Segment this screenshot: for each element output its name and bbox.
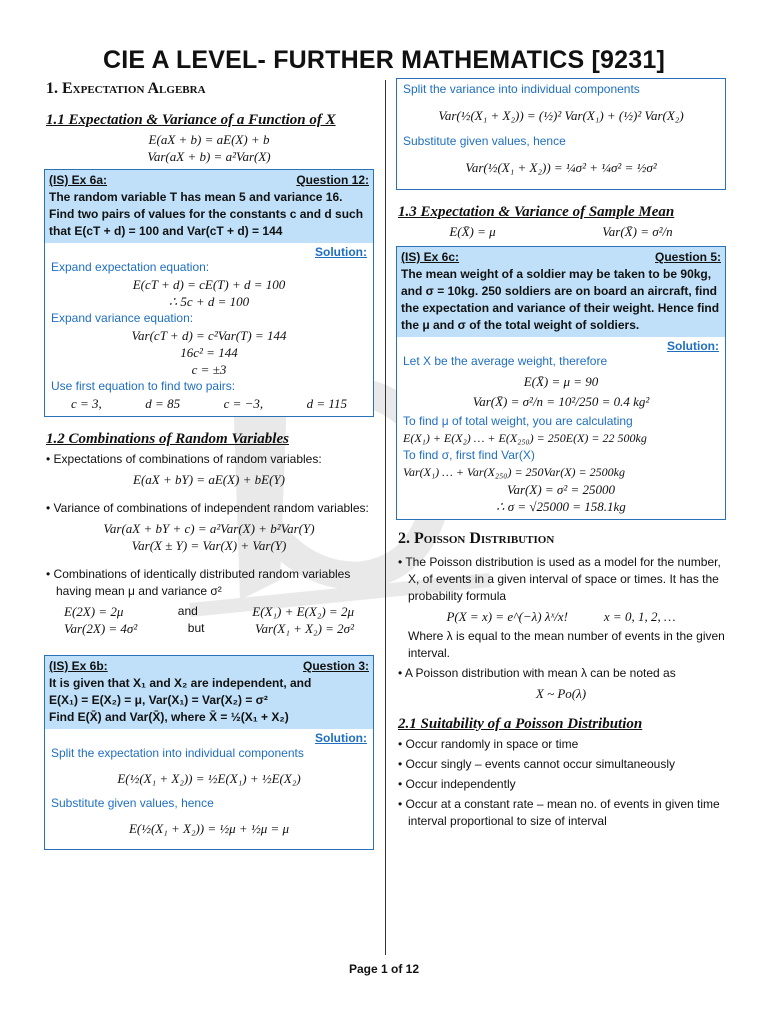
- formula: E(cT + d) = cE(T) + d = 100: [132, 277, 286, 292]
- bullet-text: • Expectations of combinations of random variables:: [46, 452, 322, 466]
- step-text: Substitute given values, hence: [51, 796, 214, 810]
- bullet-text: • A Poisson distribution with mean λ can be noted as: [398, 666, 676, 680]
- formula: Var(X) = σ² = 25000: [506, 482, 615, 497]
- formula: Var(aX + bY + c) = a²Var(X) + b²Var(Y): [103, 521, 315, 536]
- formula: ∴ σ = √25000 = 158.1kg: [496, 499, 626, 514]
- formula: Var(X₁) … + Var(X₂₅₀) = 250Var(X) = 2500kg: [403, 465, 625, 479]
- formula: c = ±3: [191, 362, 227, 377]
- formula-pair: [51, 395, 367, 412]
- formula: c = 3,: [71, 396, 102, 411]
- subsection-1-2-title: 1.2 Combinations of Random Variables: [46, 431, 289, 447]
- step-text: Split the variance into individual components: [403, 82, 640, 96]
- step-text: Let X be the average weight, therefore: [403, 354, 608, 368]
- example-tag: (IS) Ex 6c:: [401, 250, 460, 264]
- formula-row: [44, 603, 374, 620]
- example-tag: (IS) Ex 6a:: [49, 173, 108, 187]
- formula: 16c² = 144: [180, 345, 238, 360]
- connector-word: but: [187, 621, 205, 635]
- connector-word: and: [177, 604, 198, 618]
- question-number: Question 3:: [302, 659, 369, 673]
- column-divider: [385, 80, 386, 955]
- example-body: [397, 79, 725, 189]
- step-text: To find μ of total weight, you are calculating: [403, 414, 633, 428]
- formula: E(X̄) = μ = 90: [523, 374, 599, 389]
- page-title: CIE A LEVEL- FURTHER MATHEMATICS [9231]: [103, 46, 665, 74]
- subsection-1-1-title: 1.1 Expectation & Variance of a Function of X: [46, 112, 336, 128]
- formula: E(X̄) = μ: [449, 224, 496, 239]
- formula: Var(X̄) = σ²/n = 10²/250 = 0.4 kg²: [472, 394, 650, 409]
- list-item: • Occur singly – events cannot occur simultaneously: [398, 757, 675, 771]
- section-heading-poisson: [398, 530, 726, 548]
- formula: Var(aX + b) = a²Var(X): [147, 149, 271, 164]
- formula-row: [396, 608, 726, 625]
- formula: P(X = x) = e^(−λ) λˣ/x!: [446, 609, 568, 624]
- step-text: Substitute given values, hence: [403, 134, 566, 148]
- subsection-1-3-title: 1.3 Expectation & Variance of Sample Mean: [398, 204, 675, 220]
- formula: x = 0, 1, 2, …: [603, 609, 676, 624]
- step-text: Expand variance equation:: [51, 311, 194, 325]
- example-body: [397, 337, 725, 519]
- example-box-6c: [396, 246, 726, 520]
- section-title: Expectation Algebra: [62, 80, 206, 97]
- page-number: Page 1 of 12: [348, 962, 420, 976]
- step-text: To find σ, first find Var(X): [403, 448, 535, 462]
- formula-row: [396, 223, 726, 240]
- list-item: • Occur independently: [398, 777, 516, 791]
- formula: d = 115: [306, 396, 347, 411]
- formula: E(½(X₁ + X₂)) = ½μ + ½μ = μ: [128, 821, 290, 836]
- example-box-6b: [44, 655, 374, 850]
- section-heading-expectation-algebra: [46, 80, 374, 98]
- bullet-text: • Combinations of identically distributed random variables having mean μ and variance σ²: [46, 567, 351, 598]
- example-header: [45, 170, 373, 243]
- list-item: • Occur randomly in space or time: [398, 737, 579, 751]
- solution-label: Solution:: [315, 245, 367, 259]
- step-text: Expand expectation equation:: [51, 260, 210, 274]
- step-text: Split the expectation into individual components: [51, 746, 304, 760]
- formula: ∴ 5c + d = 100: [168, 294, 250, 309]
- body-text: Where λ is equal to the mean number of events in the given interval.: [408, 629, 725, 660]
- formula: d = 85: [145, 396, 181, 411]
- list-item: • Occur at a constant rate – mean no. of events in given time interval proportional to size of interval: [398, 797, 720, 828]
- formula: E(aX + b) = aE(X) + b: [148, 132, 270, 147]
- section-number: 2.: [398, 530, 410, 547]
- question-number: Question 12:: [296, 173, 369, 187]
- formula: Var(cT + d) = c²Var(T) = 144: [131, 328, 287, 343]
- step-text: Use first equation to find two pairs:: [51, 379, 236, 393]
- example-header: [45, 656, 373, 729]
- left-column: [44, 78, 374, 854]
- bullet-text: • The Poisson distribution is used as a model for the number, X, of events in a given interval of space or times. It has the probability formula: [398, 555, 721, 603]
- formula: Var(2X) = 4σ²: [64, 621, 138, 636]
- formula: E(X₁) + E(X₂) = 2μ: [252, 604, 354, 619]
- example-body: [45, 243, 373, 416]
- example-continuation-box: [396, 78, 726, 190]
- problem-text: The mean weight of a soldier may be taken to be 90kg, and σ = 10kg. 250 soldiers are on board an aircraft, find the expectation and variance of their weight. Hence find the μ and σ of the total weight of soldiers.: [401, 267, 720, 332]
- bullet-text: • Variance of combinations of independent random variables:: [46, 501, 369, 515]
- example-header: [397, 247, 725, 337]
- formula: E(2X) = 2μ: [64, 604, 124, 619]
- formula: E(aX + bY) = aE(X) + bE(Y): [133, 472, 285, 487]
- problem-text: The random variable T has mean 5 and variance 16. Find two pairs of values for the constants c and d such that E(cT + d) = 100 and Var(cT + d) = 144: [49, 190, 364, 238]
- formula: c = −3,: [223, 396, 264, 411]
- formula: E(X₁) + E(X₂) … + E(X₂₅₀) = 250E(X) = 22 500kg: [403, 431, 647, 445]
- formula: Var(X̄) = σ²/n: [602, 224, 673, 239]
- formula-row: [44, 620, 374, 637]
- section-number: 1.: [46, 80, 58, 97]
- subsection-2-1-title: 2.1 Suitability of a Poisson Distribution: [398, 716, 643, 732]
- question-number: Question 5:: [654, 250, 721, 264]
- section-title: Poisson Distribution: [414, 530, 555, 547]
- solution-label: Solution:: [667, 339, 719, 353]
- example-box-6a: [44, 169, 374, 417]
- formula: X ~ Po(λ): [535, 686, 587, 701]
- formula: Var(½(X₁ + X₂)) = (½)² Var(X₁) + (½)² Var(X₂): [438, 108, 684, 123]
- formula: E(½(X₁ + X₂)) = ½E(X₁) + ½E(X₂): [117, 771, 301, 786]
- solution-label: Solution:: [315, 731, 367, 745]
- problem-text: E(X₁) = E(X₂) = μ, Var(X₁) = Var(X₂) = σ²: [49, 693, 268, 707]
- example-body: [45, 729, 373, 849]
- problem-text: Find E(X̄) and Var(X̄), where X̄ = ½(X₁ + X₂): [49, 710, 289, 724]
- example-tag: (IS) Ex 6b:: [49, 659, 108, 673]
- formula: Var(X₁ + X₂) = 2σ²: [255, 621, 354, 636]
- formula: Var(½(X₁ + X₂)) = ¼σ² + ¼σ² = ½σ²: [465, 160, 657, 175]
- formula: Var(X ± Y) = Var(X) + Var(Y): [131, 538, 287, 553]
- right-column: [396, 78, 726, 833]
- problem-text: It is given that X₁ and X₂ are independent, and: [49, 676, 312, 690]
